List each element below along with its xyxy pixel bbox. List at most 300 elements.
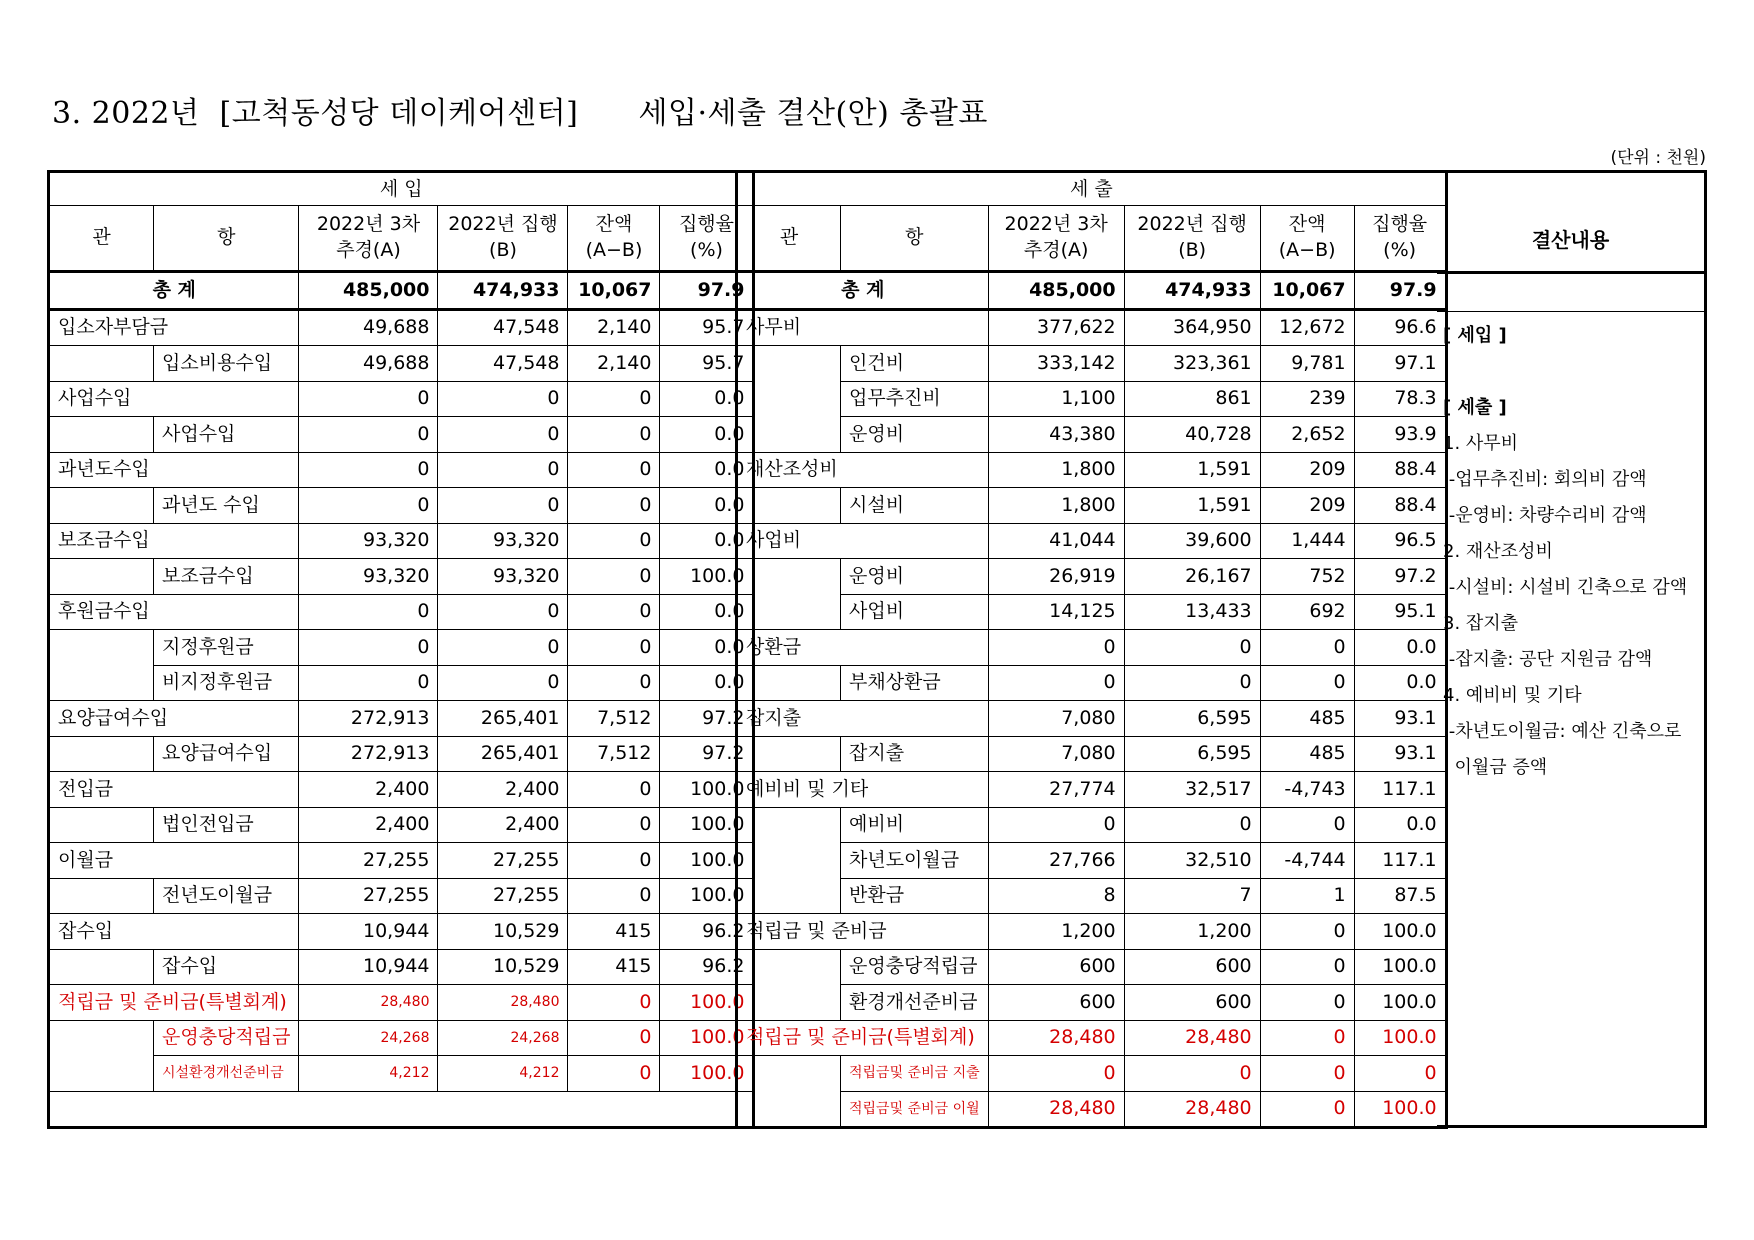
row-diff: 0 (568, 523, 660, 559)
expense-total-row (737, 272, 1447, 310)
row-b: 40,728 (1124, 417, 1260, 453)
row-diff: 0 (1260, 1020, 1354, 1056)
table-row (49, 985, 754, 1021)
row-b: 26,167 (1124, 559, 1260, 595)
note-line: 2. 재산조성비 (1443, 541, 1553, 562)
table-row (49, 701, 754, 737)
expense-header-hang: 항 (841, 206, 989, 272)
row-b: 600 (1124, 985, 1260, 1021)
row-gwan-label: 적립금 및 준비금(특별회계) (49, 985, 299, 1021)
row-diff: 0 (1260, 914, 1354, 950)
row-diff: 9,781 (1260, 346, 1354, 382)
table-row (737, 843, 1447, 879)
row-diff: 209 (1260, 488, 1354, 524)
row-diff: -4,744 (1260, 843, 1354, 879)
row-b: 1,200 (1124, 914, 1260, 950)
row-b: 28,480 (1124, 1020, 1260, 1056)
row-a: 0 (988, 1056, 1124, 1092)
row-b: 47,548 (438, 309, 568, 346)
row-rate: 93.1 (1354, 701, 1446, 737)
row-diff: 7,512 (568, 701, 660, 737)
row-a: 1,200 (988, 914, 1124, 950)
table-row (737, 488, 1447, 524)
row-rate: 95.7 (660, 309, 754, 346)
expense-header-b: 2022년 집행(B) (1124, 206, 1260, 272)
row-gwan-blank (737, 417, 841, 453)
table-row (737, 985, 1447, 1021)
row-rate: 100.0 (660, 985, 754, 1021)
table-row (737, 309, 1447, 346)
row-diff: 12,672 (1260, 309, 1354, 346)
row-diff: 0 (568, 1056, 660, 1092)
row-b: 6,595 (1124, 736, 1260, 772)
row-diff: 0 (568, 985, 660, 1021)
row-gwan-label: 사업수입 (49, 381, 299, 417)
expense-section-title: 세 출 (737, 172, 1447, 206)
row-diff: 0 (1260, 1091, 1354, 1128)
revenue-header-hang: 항 (154, 206, 299, 272)
table-row (49, 914, 754, 950)
row-b: 28,480 (1124, 1091, 1260, 1128)
row-b: 265,401 (438, 701, 568, 737)
row-hang-label: 잡수입 (154, 949, 299, 985)
row-rate: 100.0 (660, 843, 754, 879)
row-a: 0 (299, 381, 438, 417)
table-row (49, 523, 754, 559)
row-a: 7,080 (988, 701, 1124, 737)
row-a: 10,944 (299, 949, 438, 985)
row-gwan-blank (49, 1020, 154, 1056)
row-diff: 0 (568, 843, 660, 879)
table-row (49, 452, 754, 488)
row-hang-label: 전년도이월금 (154, 878, 299, 914)
row-rate: 100.0 (1354, 914, 1446, 950)
row-a: 93,320 (299, 523, 438, 559)
expense-header-rate: 집행율 (%) (1354, 206, 1446, 272)
row-b: 0 (438, 452, 568, 488)
row-a: 600 (988, 985, 1124, 1021)
row-b: 323,361 (1124, 346, 1260, 382)
row-gwan-label: 재산조성비 (737, 452, 989, 488)
row-diff: 0 (1260, 985, 1354, 1021)
row-a: 0 (299, 452, 438, 488)
row-gwan-label: 요양급여수입 (49, 701, 299, 737)
row-diff: 0 (568, 630, 660, 666)
expense-header-gwan: 관 (737, 206, 841, 272)
row-diff: 0 (568, 807, 660, 843)
row-rate: 0.0 (660, 630, 754, 666)
expense-total-label: 총 계 (737, 272, 989, 310)
row-b: 27,255 (438, 878, 568, 914)
table-row (737, 417, 1447, 453)
table-row (737, 381, 1447, 417)
row-rate: 97.1 (1354, 346, 1446, 382)
table-row (49, 309, 754, 346)
row-gwan-blank (737, 736, 841, 772)
table-row (737, 1056, 1447, 1092)
table-row (737, 949, 1447, 985)
row-gwan-blank (737, 843, 841, 879)
table-row (49, 488, 754, 524)
note-line: 4. 예비비 및 기타 (1443, 685, 1582, 706)
row-rate: 0.0 (1354, 630, 1446, 666)
row-diff: 0 (568, 1020, 660, 1056)
note-line: 1. 사무비 (1443, 433, 1519, 454)
row-hang-label: 적립금및 준비금 이월 (841, 1091, 989, 1128)
row-a: 28,480 (988, 1091, 1124, 1128)
table-row (49, 772, 754, 808)
row-diff: 7,512 (568, 736, 660, 772)
row-diff: 0 (568, 488, 660, 524)
table-row (737, 701, 1447, 737)
row-a: 27,766 (988, 843, 1124, 879)
row-a: 41,044 (988, 523, 1124, 559)
row-b: 7 (1124, 878, 1260, 914)
row-gwan-blank (737, 346, 841, 382)
row-hang-label: 잡지출 (841, 736, 989, 772)
row-a: 2,400 (299, 807, 438, 843)
table-row (49, 807, 754, 843)
row-a: 272,913 (299, 701, 438, 737)
row-gwan-label: 잡지출 (737, 701, 989, 737)
note-line: [ 세입 ] (1443, 325, 1507, 346)
revenue-total-label: 총 계 (49, 272, 299, 310)
expense-table (735, 170, 1448, 1129)
row-hang-label: 반환금 (841, 878, 989, 914)
row-rate: 100.0 (1354, 1091, 1446, 1128)
row-rate: 0.0 (660, 523, 754, 559)
row-gwan-blank (49, 630, 154, 666)
row-b: 364,950 (1124, 309, 1260, 346)
table-row (737, 523, 1447, 559)
row-a: 8 (988, 878, 1124, 914)
row-rate: 88.4 (1354, 488, 1446, 524)
row-diff: 0 (1260, 807, 1354, 843)
row-b: 0 (438, 417, 568, 453)
revenue-header-diff: 잔액 (A−B) (568, 206, 660, 272)
row-diff: 0 (568, 878, 660, 914)
row-b: 1,591 (1124, 452, 1260, 488)
row-gwan-label: 전입금 (49, 772, 299, 808)
expense-total-b: 474,933 (1124, 272, 1260, 310)
row-gwan-blank (49, 488, 154, 524)
row-gwan-blank (737, 594, 841, 630)
revenue-section-title: 세 입 (49, 172, 754, 206)
table-row (49, 346, 754, 382)
row-rate: 93.1 (1354, 736, 1446, 772)
row-hang-label: 예비비 (841, 807, 989, 843)
row-rate: 0.0 (1354, 665, 1446, 701)
row-rate: 100.0 (660, 1056, 754, 1092)
row-rate: 100.0 (660, 807, 754, 843)
row-diff: 0 (568, 772, 660, 808)
row-a: 14,125 (988, 594, 1124, 630)
row-diff: 1,444 (1260, 523, 1354, 559)
row-rate: 87.5 (1354, 878, 1446, 914)
row-diff: 0 (568, 559, 660, 595)
row-b: 0 (1124, 807, 1260, 843)
note-line: -차년도이월금: 예산 긴축으로 (1443, 721, 1682, 742)
row-rate: 96.6 (1354, 309, 1446, 346)
table-row (49, 843, 754, 879)
row-rate: 100.0 (1354, 1020, 1446, 1056)
revenue-total-a: 485,000 (299, 272, 438, 310)
row-gwan-blank (737, 949, 841, 985)
row-gwan-label: 후원금수입 (49, 594, 299, 630)
table-row (737, 807, 1447, 843)
notes-body (1437, 312, 1704, 786)
table-row (737, 630, 1447, 666)
row-a: 1,800 (988, 488, 1124, 524)
row-rate: 0.0 (660, 417, 754, 453)
row-gwan-blank (49, 949, 154, 985)
row-hang-label: 업무추진비 (841, 381, 989, 417)
row-hang-label: 사업수입 (154, 417, 299, 453)
row-diff: 0 (568, 381, 660, 417)
row-a: 27,774 (988, 772, 1124, 808)
row-b: 10,529 (438, 949, 568, 985)
note-line: 이월금 증액 (1443, 757, 1548, 778)
row-gwan-blank (737, 878, 841, 914)
row-hang-label: 사업비 (841, 594, 989, 630)
revenue-total-b: 474,933 (438, 272, 568, 310)
row-gwan-blank (737, 559, 841, 595)
table-row (737, 346, 1447, 382)
row-a: 0 (299, 594, 438, 630)
row-gwan-blank (49, 878, 154, 914)
row-diff: 2,140 (568, 346, 660, 382)
revenue-empty-row (49, 1091, 754, 1128)
table-row (737, 1091, 1447, 1128)
row-gwan-blank (49, 736, 154, 772)
table-row (49, 665, 754, 701)
row-hang-label: 부채상환금 (841, 665, 989, 701)
row-hang-label: 차년도이월금 (841, 843, 989, 879)
row-hang-label: 환경개선준비금 (841, 985, 989, 1021)
row-rate: 100.0 (660, 878, 754, 914)
row-b: 0 (438, 488, 568, 524)
row-gwan-label: 보조금수입 (49, 523, 299, 559)
row-diff: 239 (1260, 381, 1354, 417)
row-diff: 0 (1260, 949, 1354, 985)
row-a: 2,400 (299, 772, 438, 808)
row-hang-label: 적립금및 준비금 지출 (841, 1056, 989, 1092)
row-hang-label: 운영충당적립금 (154, 1020, 299, 1056)
row-a: 27,255 (299, 878, 438, 914)
row-rate: 0 (1354, 1056, 1446, 1092)
row-a: 49,688 (299, 346, 438, 382)
row-b: 2,400 (438, 772, 568, 808)
row-rate: 96.2 (660, 914, 754, 950)
row-a: 0 (299, 665, 438, 701)
row-a: 93,320 (299, 559, 438, 595)
notes-header: 결산내용 (1437, 205, 1704, 274)
row-hang-label: 인건비 (841, 346, 989, 382)
row-a: 7,080 (988, 736, 1124, 772)
row-hang-label: 시설환경개선준비금 (154, 1056, 299, 1092)
row-gwan-blank (737, 381, 841, 417)
table-row (737, 1020, 1447, 1056)
expense-total-rate: 97.9 (1354, 272, 1446, 310)
revenue-header-a: 2022년 3차 추경(A) (299, 206, 438, 272)
revenue-total-rate: 97.9 (660, 272, 754, 310)
revenue-total-diff: 10,067 (568, 272, 660, 310)
note-line: 3. 잡지출 (1443, 613, 1519, 634)
row-rate: 0.0 (660, 452, 754, 488)
row-gwan-blank (49, 665, 154, 701)
row-rate: 0.0 (1354, 807, 1446, 843)
unit-label: (단위 : 천원) (1610, 148, 1706, 168)
expense-header-a: 2022년 3차 추경(A) (988, 206, 1124, 272)
row-a: 26,919 (988, 559, 1124, 595)
row-gwan-blank (737, 488, 841, 524)
page-title: 3. 2022년 [고척동성당 데이케어센터] 세입·세출 결산(안) 총괄표 (52, 96, 988, 131)
row-b: 10,529 (438, 914, 568, 950)
row-diff: 0 (568, 665, 660, 701)
row-diff: 485 (1260, 736, 1354, 772)
row-gwan-label: 적립금 및 준비금(특별회계) (737, 1020, 989, 1056)
row-diff: -4,743 (1260, 772, 1354, 808)
table-row (49, 878, 754, 914)
table-row (49, 417, 754, 453)
row-hang-label: 비지정후원금 (154, 665, 299, 701)
row-b: 13,433 (1124, 594, 1260, 630)
table-row (737, 559, 1447, 595)
row-a: 10,944 (299, 914, 438, 950)
row-gwan-blank (49, 417, 154, 453)
expense-total-diff: 10,067 (1260, 272, 1354, 310)
row-b: 6,595 (1124, 701, 1260, 737)
row-diff: 0 (1260, 1056, 1354, 1092)
row-hang-label: 운영비 (841, 417, 989, 453)
row-b: 2,400 (438, 807, 568, 843)
row-gwan-label: 예비비 및 기타 (737, 772, 989, 808)
row-diff: 415 (568, 949, 660, 985)
table-row (737, 665, 1447, 701)
row-diff: 209 (1260, 452, 1354, 488)
note-line: [ 세출 ] (1443, 397, 1507, 418)
revenue-total-row (49, 272, 754, 310)
row-rate: 93.9 (1354, 417, 1446, 453)
row-b: 0 (1124, 1056, 1260, 1092)
note-line: -잡지출: 공단 지원금 감액 (1443, 649, 1653, 670)
row-rate: 100.0 (660, 1020, 754, 1056)
row-diff: 2,652 (1260, 417, 1354, 453)
row-a: 0 (299, 417, 438, 453)
row-rate: 117.1 (1354, 843, 1446, 879)
table-row (49, 381, 754, 417)
row-b: 265,401 (438, 736, 568, 772)
row-gwan-label: 입소자부담금 (49, 309, 299, 346)
row-a: 49,688 (299, 309, 438, 346)
row-diff: 0 (1260, 630, 1354, 666)
row-a: 0 (988, 665, 1124, 701)
row-gwan-blank (49, 1056, 154, 1092)
table-row (49, 1056, 754, 1092)
row-rate: 95.1 (1354, 594, 1446, 630)
row-a: 43,380 (988, 417, 1124, 453)
note-line: -운영비: 차량수리비 감액 (1443, 505, 1647, 526)
row-hang-label: 과년도 수입 (154, 488, 299, 524)
table-row (49, 594, 754, 630)
row-gwan-label: 과년도수입 (49, 452, 299, 488)
table-row (737, 878, 1447, 914)
row-b: 93,320 (438, 523, 568, 559)
row-hang-label: 보조금수입 (154, 559, 299, 595)
row-diff: 415 (568, 914, 660, 950)
row-gwan-blank (737, 807, 841, 843)
expense-total-a: 485,000 (988, 272, 1124, 310)
row-a: 333,142 (988, 346, 1124, 382)
revenue-table (47, 170, 755, 1129)
row-gwan-label: 사무비 (737, 309, 989, 346)
table-row (737, 452, 1447, 488)
row-diff: 0 (1260, 665, 1354, 701)
table-row (49, 559, 754, 595)
row-hang-label: 운영비 (841, 559, 989, 595)
row-rate: 95.7 (660, 346, 754, 382)
row-gwan-label: 잡수입 (49, 914, 299, 950)
row-b: 0 (1124, 630, 1260, 666)
row-a: 600 (988, 949, 1124, 985)
row-gwan-blank (737, 665, 841, 701)
row-hang-label: 시설비 (841, 488, 989, 524)
row-a: 27,255 (299, 843, 438, 879)
row-a: 377,622 (988, 309, 1124, 346)
row-hang-label: 법인전입금 (154, 807, 299, 843)
row-a: 1,100 (988, 381, 1124, 417)
row-diff: 1 (1260, 878, 1354, 914)
row-a: 0 (299, 630, 438, 666)
row-b: 0 (438, 630, 568, 666)
table-row (49, 630, 754, 666)
note-line: -업무추진비: 회의비 감액 (1443, 469, 1647, 490)
expense-header-diff: 잔액 (A−B) (1260, 206, 1354, 272)
row-b: 861 (1124, 381, 1260, 417)
row-gwan-blank (737, 1091, 841, 1128)
row-a: 28,480 (299, 985, 438, 1021)
row-a: 0 (988, 807, 1124, 843)
row-hang-label: 지정후원금 (154, 630, 299, 666)
row-diff: 0 (568, 452, 660, 488)
row-gwan-label: 이월금 (49, 843, 299, 879)
row-hang-label: 요양급여수입 (154, 736, 299, 772)
row-gwan-blank (49, 559, 154, 595)
row-gwan-blank (49, 807, 154, 843)
row-rate: 0.0 (660, 488, 754, 524)
note-line: -시설비: 시설비 긴축으로 감액 (1443, 577, 1688, 598)
row-a: 24,268 (299, 1020, 438, 1056)
table-row (737, 772, 1447, 808)
row-rate: 0.0 (660, 665, 754, 701)
row-b: 93,320 (438, 559, 568, 595)
row-b: 0 (438, 665, 568, 701)
row-b: 27,255 (438, 843, 568, 879)
row-rate: 78.3 (1354, 381, 1446, 417)
row-rate: 100.0 (1354, 985, 1446, 1021)
row-rate: 0.0 (660, 381, 754, 417)
row-hang-label: 입소비용수입 (154, 346, 299, 382)
row-b: 0 (438, 594, 568, 630)
settlement-notes-panel (1437, 170, 1707, 1128)
table-row (49, 1020, 754, 1056)
row-gwan-label: 사업비 (737, 523, 989, 559)
row-gwan-label: 적립금 및 준비금 (737, 914, 989, 950)
row-b: 32,517 (1124, 772, 1260, 808)
row-rate: 117.1 (1354, 772, 1446, 808)
row-gwan-blank (737, 985, 841, 1021)
row-a: 0 (988, 630, 1124, 666)
